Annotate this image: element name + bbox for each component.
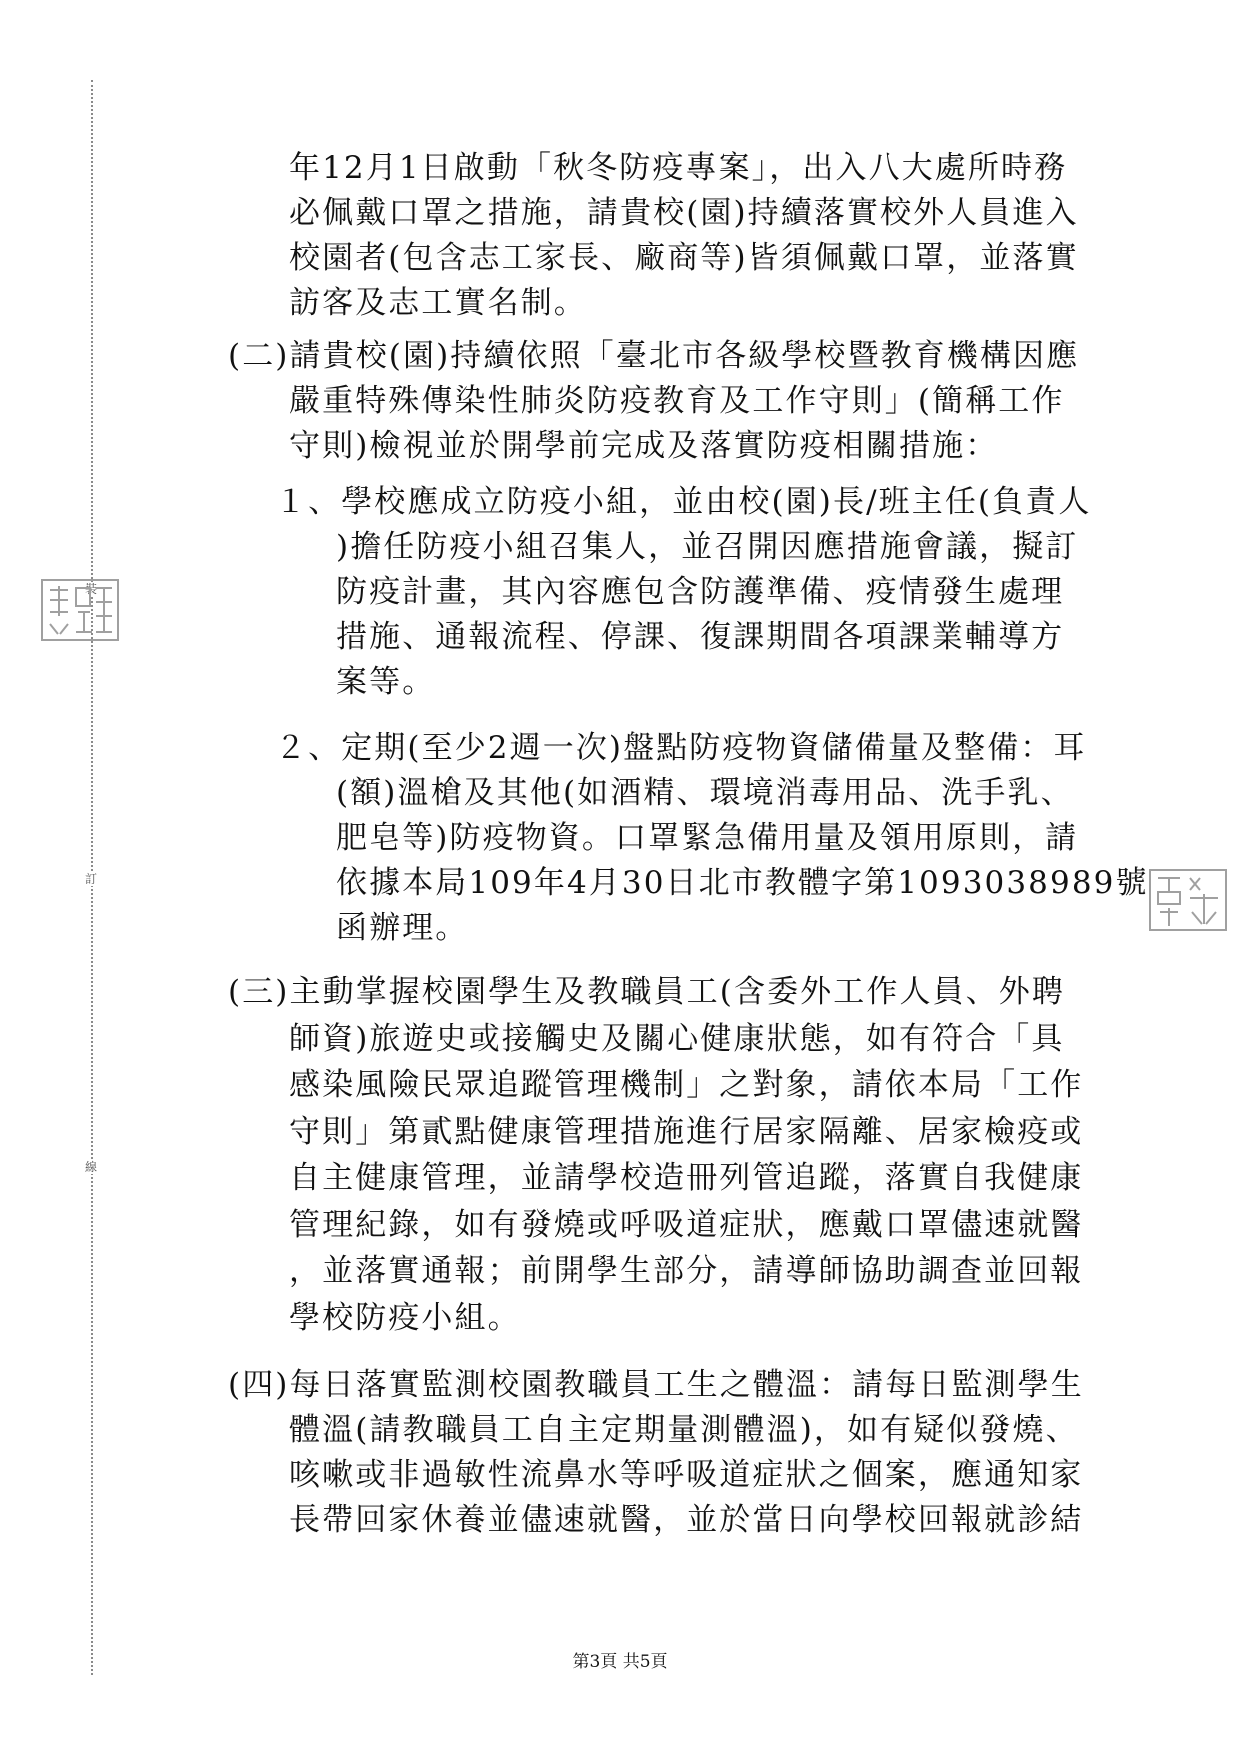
text-line: 守則)檢視並於開學前完成及落實防疫相關措施： [289, 428, 999, 464]
text-line: 自主健康管理，並請學校造冊列管追蹤，落實自我健康 [289, 1160, 1084, 1196]
text-line: １、學校應成立防疫小組，並由校(園)長/班主任(負責人 [275, 484, 1092, 520]
text-line: (四)每日落實監測校園教職員工生之體溫：請每日監測學生 [228, 1367, 1084, 1403]
text-line: 體溫(請教職員工自主定期量測體溫)，如有疑似發燒、 [289, 1412, 1079, 1448]
text-line: (額)溫槍及其他(如酒精、環境消毒用品、洗手乳、 [336, 775, 1074, 811]
text-line: 咳嗽或非過敏性流鼻水等呼吸道症狀之個案，應通知家 [289, 1457, 1084, 1493]
seal-image [40, 578, 120, 642]
binding-mark-zhuang: 裝 [82, 582, 100, 596]
text-line: 措施、通報流程、停課、復課期間各項課業輔導方 [336, 619, 1065, 655]
text-line: 肥皂等)防疫物資。口罩緊急備用量及領用原則，請 [336, 820, 1079, 856]
text-line: 感染風險民眾追蹤管理機制」之對象，請依本局「工作 [289, 1067, 1084, 1103]
text-line: 嚴重特殊傳染性肺炎防疫教育及工作守則」(簡稱工作 [289, 383, 1065, 419]
text-line: 防疫計畫，其內容應包含防護準備、疫情發生處理 [336, 574, 1065, 610]
text-line: 管理紀錄，如有發燒或呼吸道症狀，應戴口罩儘速就醫 [289, 1206, 1084, 1243]
text-line: (二)請貴校(園)持續依照「臺北市各級學校暨教育機構因應 [228, 338, 1080, 374]
text-line: 長帶回家休養並儘速就醫，並於當日向學校回報就診結 [289, 1502, 1084, 1538]
text-line: 校園者(包含志工家長、廠商等)皆須佩戴口罩，並落實 [289, 240, 1079, 276]
text-line: 必佩戴口罩之措施，請貴校(園)持續落實校外人員進入 [289, 195, 1079, 231]
seal-image [1148, 868, 1228, 932]
text-line: 守則」第貳點健康管理措施進行居家隔離、居家檢疫或 [289, 1113, 1084, 1150]
binding-mark-xian: 線 [82, 1160, 100, 1174]
text-line: 依據本局109年4月30日北市教體字第1093038989號 [336, 865, 1149, 901]
right-seal-stamp [1148, 868, 1228, 932]
text-line: 學校防疫小組。 [289, 1299, 521, 1336]
text-line: )擔任防疫小組召集人，並召開因應措施會議，擬訂 [336, 529, 1079, 565]
text-line: ２、定期(至少2週一次)盤點防疫物資儲備量及整備：耳 [275, 730, 1087, 766]
text-line: 師資)旅遊史或接觸史及關心健康狀態，如有符合「具 [289, 1020, 1065, 1057]
text-line: 函辦理。 [336, 910, 469, 946]
text-line: 訪客及志工實名制。 [289, 285, 587, 321]
left-seal-stamp [40, 578, 120, 642]
text-line: 年12月1日啟動「秋冬防疫專案」，出入八大處所時務 [289, 150, 1068, 186]
binding-mark-ding: 訂 [82, 872, 100, 886]
text-line: ，並落實通報；前開學生部分，請導師協助調查並回報 [289, 1253, 1084, 1289]
page-number-footer: 第3頁 共5頁 [572, 1652, 668, 1672]
text-line: (三)主動掌握校園學生及教職員工(含委外工作人員、外聘 [228, 974, 1065, 1010]
text-line: 案等。 [336, 664, 436, 700]
